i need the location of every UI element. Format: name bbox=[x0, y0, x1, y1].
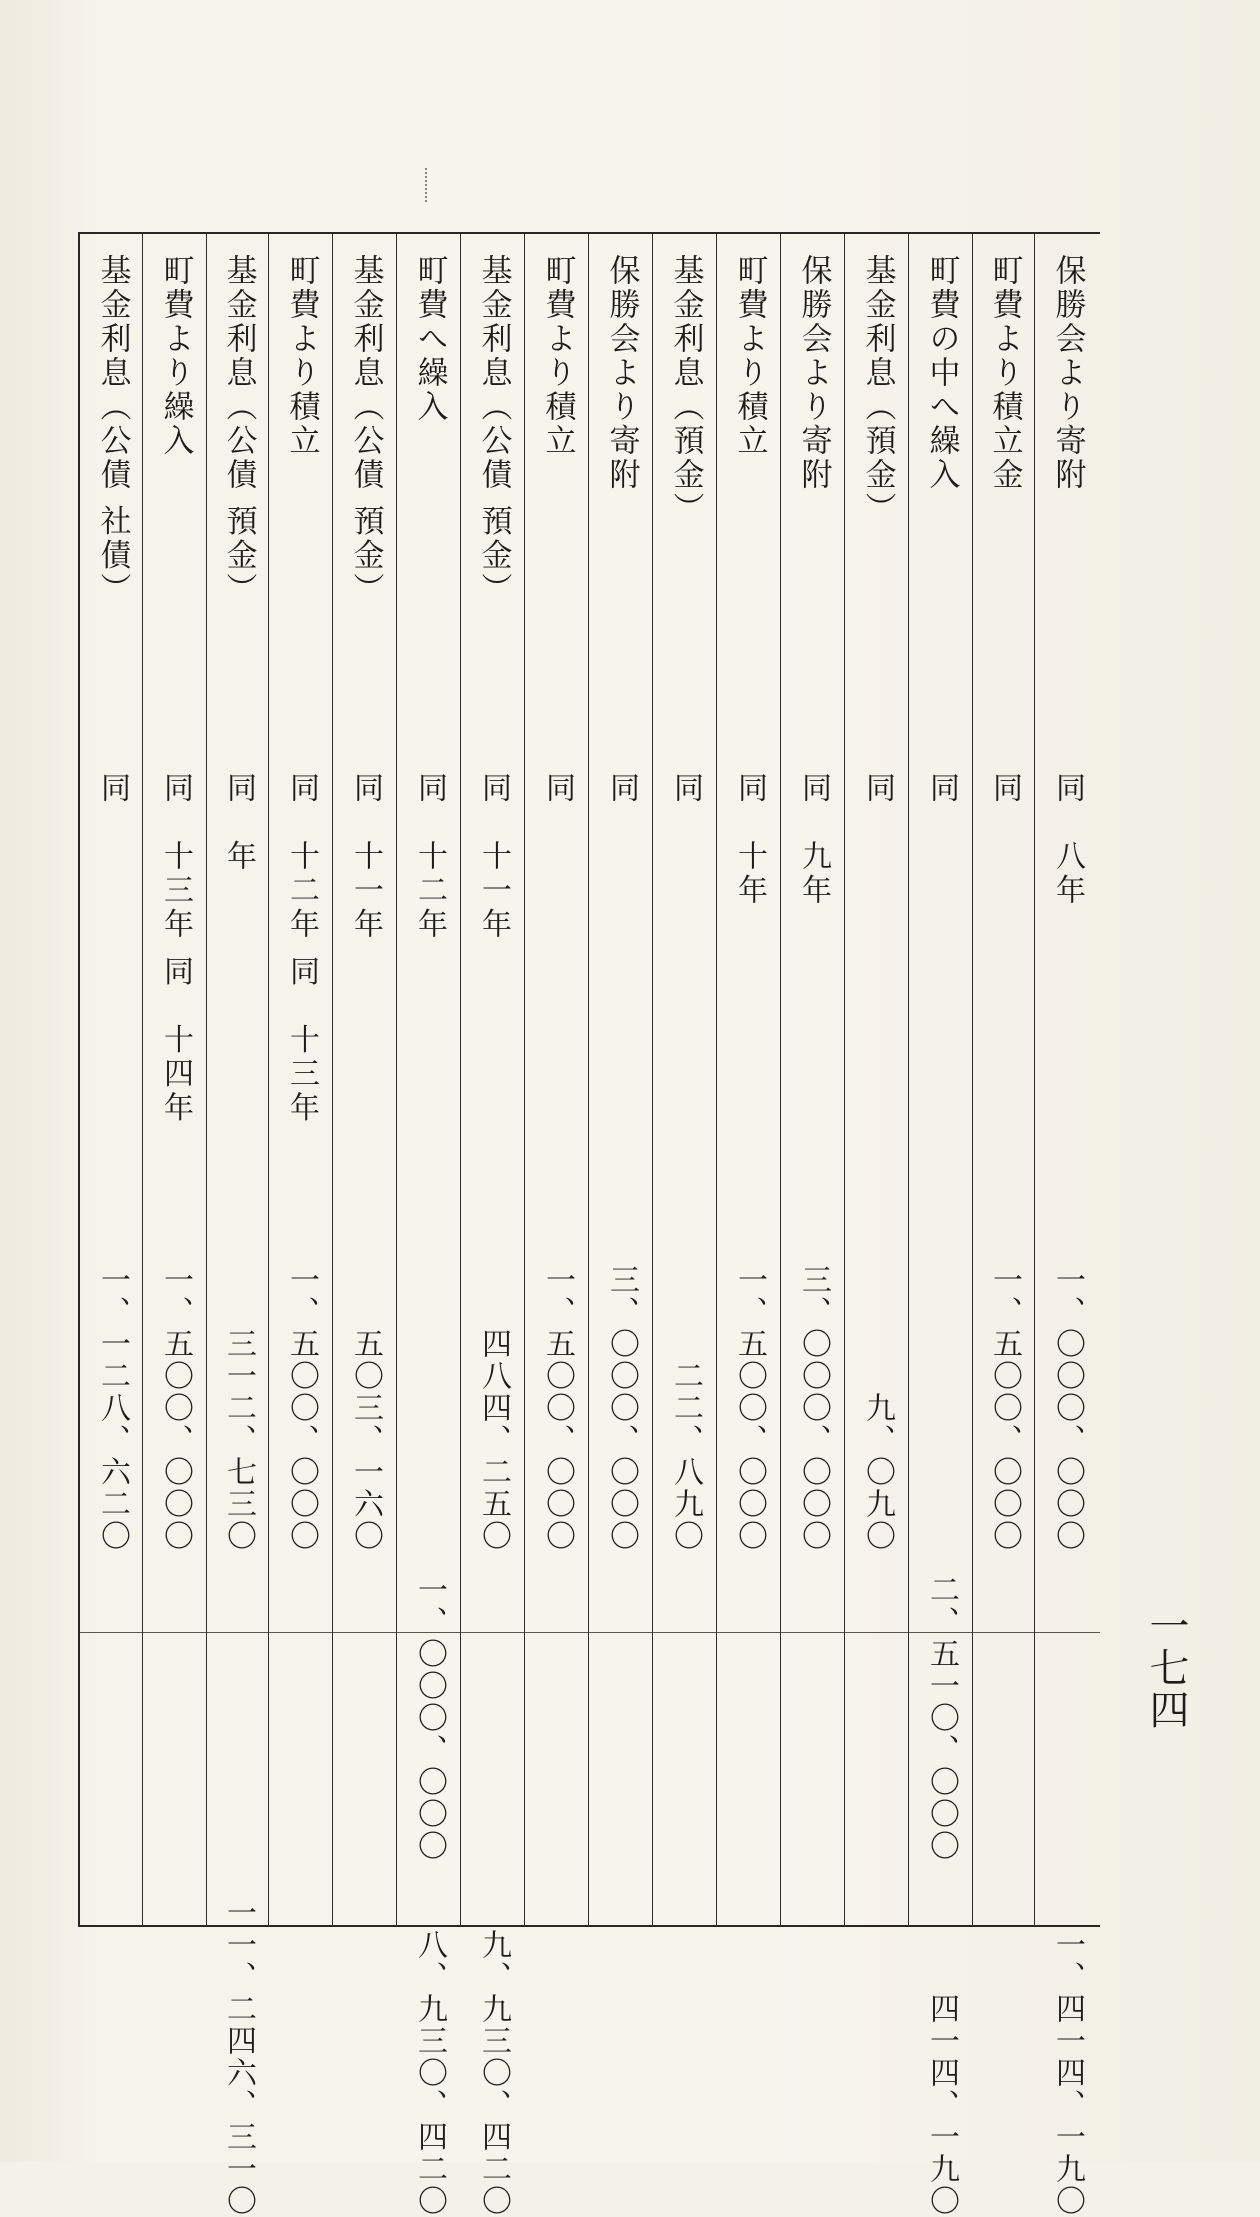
row-expense: 二、五一〇、〇〇〇 bbox=[924, 1574, 959, 1862]
table-row bbox=[908, 232, 973, 2217]
row-description: 町費より積立 bbox=[731, 254, 768, 458]
row-balance bbox=[845, 1662, 909, 2217]
row-year: 同 十年 bbox=[732, 772, 767, 908]
table-row bbox=[780, 232, 845, 1927]
page-number: 一七四 bbox=[1143, 1605, 1189, 1731]
row-balance bbox=[333, 1662, 397, 2217]
row-description: 保勝会より寄附 bbox=[795, 254, 832, 492]
row-balance bbox=[589, 1662, 653, 2217]
smudge-mark bbox=[425, 168, 437, 202]
row-year: 同 八年 bbox=[1050, 772, 1085, 908]
row-income: 二二、八九〇 bbox=[668, 1360, 703, 1552]
table-row bbox=[844, 232, 909, 1927]
row-balance bbox=[653, 1662, 717, 2217]
row-year: 同 bbox=[668, 772, 703, 806]
row-balance: 一、四一四、一九〇 bbox=[1050, 1929, 1085, 2217]
row-description: 基金利息（公債 社債） bbox=[94, 254, 131, 607]
row-description: 基金利息（公債 預金） bbox=[475, 254, 512, 607]
ledger-table bbox=[78, 232, 1100, 2217]
row-income: 一、〇〇〇、〇〇〇 bbox=[1050, 1264, 1085, 1552]
row-year: 同 十二年 bbox=[412, 772, 447, 942]
row-year: 同 十三年 同 十四年 bbox=[158, 772, 193, 1126]
row-income: 一、五〇〇、〇〇〇 bbox=[540, 1264, 575, 1552]
row-year: 同 年 bbox=[221, 772, 256, 874]
row-description: 町費より積立 bbox=[283, 254, 320, 458]
row-description: 町費より積立金 bbox=[986, 254, 1023, 492]
row-balance: 八、九三〇、四二〇 bbox=[412, 1929, 447, 2217]
row-year: 同 bbox=[860, 772, 895, 806]
table-row bbox=[142, 232, 207, 1927]
row-description: 保勝会より寄附 bbox=[603, 254, 640, 492]
row-income: 一、五〇〇、〇〇〇 bbox=[987, 1264, 1022, 1552]
row-balance bbox=[525, 1662, 589, 2217]
row-income: 三一二、七三〇 bbox=[221, 1328, 256, 1552]
row-income: 四八四、二五〇 bbox=[476, 1328, 511, 1552]
row-balance: 四一四、一九〇 bbox=[924, 1993, 959, 2217]
table-row bbox=[206, 232, 269, 2217]
row-year: 同 九年 bbox=[796, 772, 831, 908]
row-balance: 九、九三〇、四二〇 bbox=[476, 1929, 511, 2217]
row-description: 基金利息（公債 預金） bbox=[220, 254, 257, 607]
row-year: 同 十一年 bbox=[476, 772, 511, 942]
row-year: 同 bbox=[604, 772, 639, 806]
table-row bbox=[78, 232, 144, 1927]
table-row bbox=[524, 232, 589, 1927]
row-year: 同 十二年 同 十三年 bbox=[284, 772, 319, 1126]
table-row bbox=[268, 232, 333, 1927]
row-expense: 一、〇〇〇、〇〇〇 bbox=[412, 1574, 447, 1862]
table-row bbox=[396, 232, 461, 2217]
row-income: 三、〇〇〇、〇〇〇 bbox=[604, 1264, 639, 1552]
row-income: 一、五〇〇、〇〇〇 bbox=[732, 1264, 767, 1552]
table-row bbox=[716, 232, 781, 1927]
row-income: 一、一二八、六二〇 bbox=[95, 1264, 130, 1552]
row-description: 町費の中へ繰入 bbox=[923, 254, 960, 492]
row-balance bbox=[717, 1662, 781, 2217]
row-balance bbox=[80, 1662, 144, 2217]
row-balance bbox=[269, 1662, 333, 2217]
table-row bbox=[332, 232, 397, 1927]
row-income: 五〇三、一六〇 bbox=[348, 1328, 383, 1552]
row-balance bbox=[143, 1662, 207, 2217]
row-balance bbox=[973, 1662, 1035, 2217]
row-description: 基金利息（預金） bbox=[859, 254, 896, 526]
table-row bbox=[972, 232, 1035, 1927]
row-income: 三、〇〇〇、〇〇〇 bbox=[796, 1264, 831, 1552]
row-description: 保勝会より寄附 bbox=[1049, 254, 1086, 492]
row-year: 同 bbox=[540, 772, 575, 806]
row-description: 基金利息（公債 預金） bbox=[347, 254, 384, 607]
row-balance: 一一、二四六、三一〇 bbox=[221, 1897, 256, 2217]
row-description: 町費より積立 bbox=[539, 254, 576, 458]
row-description: 基金利息（預金） bbox=[667, 254, 704, 526]
table-row bbox=[588, 232, 653, 1927]
row-income: 一、五〇〇、〇〇〇 bbox=[284, 1264, 319, 1552]
row-year: 同 bbox=[95, 772, 130, 806]
row-income: 一、五〇〇、〇〇〇 bbox=[158, 1264, 193, 1552]
table-row bbox=[652, 232, 717, 1927]
table-row bbox=[460, 232, 525, 2217]
row-year: 同 bbox=[987, 772, 1022, 806]
row-income: 九、〇九〇 bbox=[860, 1392, 895, 1552]
row-balance bbox=[781, 1662, 845, 2217]
row-year: 同 bbox=[924, 772, 959, 806]
row-description: 町費へ繰入 bbox=[411, 254, 448, 424]
row-year: 同 十一年 bbox=[348, 772, 383, 942]
row-description: 町費より繰入 bbox=[157, 254, 194, 458]
table-row bbox=[1034, 232, 1099, 2217]
